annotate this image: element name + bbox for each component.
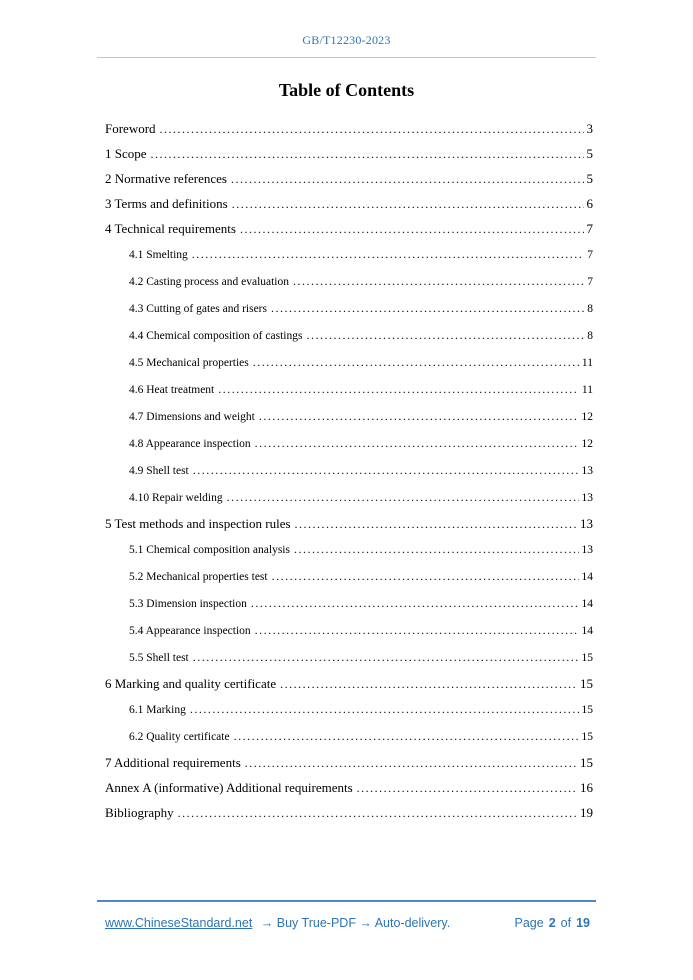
toc-entry-page: 7	[587, 276, 593, 288]
doc-number: GB/T12230-2023	[302, 33, 391, 47]
toc-dot-leader	[160, 116, 584, 142]
toc-entry[interactable]	[105, 644, 593, 671]
footer-of-word: of	[560, 916, 572, 930]
toc-dot-leader	[357, 775, 577, 801]
toc-entry[interactable]	[105, 216, 593, 241]
toc-entry-page: 5	[586, 146, 593, 161]
toc-entry-label: 4.6 Heat treatment	[129, 384, 215, 396]
toc-entry[interactable]	[105, 775, 593, 800]
toc-entry[interactable]	[105, 671, 593, 696]
toc-dot-leader	[193, 644, 579, 672]
toc-entry[interactable]	[105, 403, 593, 430]
toc-entry-label: 5 Test methods and inspection rules	[105, 516, 291, 531]
toc-entry-label: 4.2 Casting process and evaluation	[129, 276, 290, 288]
toc-dot-leader	[295, 511, 577, 537]
toc-dot-leader	[193, 457, 579, 485]
toc-dot-leader	[255, 617, 579, 645]
header-divider	[97, 57, 596, 58]
toc-entry-label: 4.1 Smelting	[129, 249, 188, 261]
toc-dot-leader	[272, 563, 579, 591]
toc-entry-page: 7	[586, 221, 593, 236]
toc-entry[interactable]	[105, 241, 593, 268]
toc-dot-leader	[245, 750, 577, 776]
toc-entry-label: 7 Additional requirements	[105, 755, 241, 770]
toc-entry[interactable]	[105, 141, 593, 166]
toc-dot-leader	[231, 166, 584, 192]
toc-entry-label: 4.3 Cutting of gates and risers	[129, 303, 267, 315]
toc-entry[interactable]	[105, 322, 593, 349]
toc-entry-page: 13	[580, 516, 593, 531]
toc-entry-label: 4.4 Chemical composition of castings	[129, 330, 303, 342]
toc-entry[interactable]	[105, 750, 593, 775]
toc-dot-leader	[240, 216, 584, 242]
toc-list	[105, 116, 593, 825]
toc-dot-leader	[232, 191, 584, 217]
page-title: Table of Contents	[278, 80, 415, 100]
toc-entry-page: 15	[581, 704, 593, 716]
toc-entry-label: 5.1 Chemical composition analysis	[129, 544, 290, 556]
toc-entry[interactable]	[105, 723, 593, 750]
toc-entry-label: Annex A (informative) Additional requirements	[105, 780, 353, 795]
toc-entry-page: 16	[580, 780, 593, 795]
toc-entry-label: 4 Technical requirements	[105, 221, 236, 236]
toc-entry-label: 5.4 Appearance inspection	[129, 625, 251, 637]
toc-dot-leader	[218, 376, 579, 404]
toc-entry-page: 3	[586, 121, 593, 136]
toc-entry-label: 4.10 Repair welding	[129, 492, 223, 504]
toc-entry-label: 1 Scope	[105, 146, 147, 161]
toc-dot-leader	[271, 295, 584, 323]
toc-entry-page: 13	[581, 544, 593, 556]
toc-entry-page: 5	[586, 171, 593, 186]
toc-entry-page: 13	[581, 465, 593, 477]
toc-entry[interactable]	[105, 166, 593, 191]
toc-entry-page: 11	[581, 357, 593, 369]
toc-entry[interactable]	[105, 511, 593, 536]
page-footer	[105, 916, 590, 930]
toc-dot-leader	[251, 590, 579, 618]
toc-entry[interactable]	[105, 349, 593, 376]
toc-entry[interactable]	[105, 696, 593, 723]
toc-dot-leader	[151, 141, 584, 167]
toc-dot-leader	[293, 268, 584, 296]
toc-entry-label: 6 Marking and quality certificate	[105, 676, 277, 691]
footer-page-total: 19	[576, 916, 590, 930]
toc-entry-label: 4.7 Dimensions and weight	[129, 411, 255, 423]
toc-dot-leader	[255, 430, 579, 458]
toc-entry-label: 5.3 Dimension inspection	[129, 598, 247, 610]
toc-dot-leader	[178, 800, 577, 826]
site-link[interactable]: www.ChineseStandard.net	[105, 916, 253, 930]
footer-tagline: → Buy True-PDF → Auto-delivery.	[260, 916, 451, 930]
toc-entry-label: Bibliography	[105, 805, 174, 820]
toc-entry-label: 4.8 Appearance inspection	[129, 438, 251, 450]
toc-entry-page: 15	[581, 652, 593, 664]
toc-entry[interactable]	[105, 116, 593, 141]
toc-entry-label: 6.1 Marking	[129, 704, 186, 716]
toc-entry-page: 14	[581, 625, 593, 637]
toc-entry[interactable]	[105, 430, 593, 457]
toc-entry-label: 4.9 Shell test	[129, 465, 189, 477]
toc-entry-page: 19	[580, 805, 593, 820]
footer-page-word: Page	[514, 916, 544, 930]
footer-left	[105, 916, 450, 930]
toc-dot-leader	[227, 484, 579, 512]
toc-entry[interactable]	[105, 536, 593, 563]
toc-dot-leader	[253, 349, 579, 377]
toc-entry-page: 14	[581, 571, 593, 583]
toc-entry[interactable]	[105, 590, 593, 617]
toc-dot-leader	[294, 536, 579, 564]
footer-page-current: 2	[548, 916, 556, 930]
toc-entry[interactable]	[105, 484, 593, 511]
toc-dot-leader	[234, 723, 579, 751]
page-header	[97, 31, 596, 49]
footer-page-indicator	[515, 916, 591, 930]
toc-entry-page: 12	[581, 411, 593, 423]
toc-entry[interactable]	[105, 191, 593, 216]
toc-entry-page: 8	[587, 303, 593, 315]
toc-entry[interactable]	[105, 617, 593, 644]
toc-entry-page: 12	[581, 438, 593, 450]
toc-entry[interactable]	[105, 457, 593, 484]
toc-entry[interactable]	[105, 295, 593, 322]
toc-entry[interactable]	[105, 376, 593, 403]
toc-entry-label: 6.2 Quality certificate	[129, 731, 230, 743]
toc-entry-page: 13	[581, 492, 593, 504]
toc-entry-page: 14	[581, 598, 593, 610]
toc-entry-label: 5.5 Shell test	[129, 652, 189, 664]
toc-entry-label: 5.2 Mechanical properties test	[129, 571, 268, 583]
toc-dot-leader	[280, 671, 577, 697]
toc-entry-label: 4.5 Mechanical properties	[129, 357, 249, 369]
toc-dot-leader	[192, 241, 584, 269]
toc-entry-label: Foreword	[105, 121, 156, 136]
toc-entry-page: 6	[586, 196, 593, 211]
toc-entry-label: 2 Normative references	[105, 171, 227, 186]
toc-entry-page: 7	[587, 249, 593, 261]
toc-entry-page: 15	[580, 676, 593, 691]
toc-dot-leader	[306, 322, 584, 350]
toc-entry-page: 8	[587, 330, 593, 342]
toc-entry[interactable]	[105, 268, 593, 295]
toc-dot-leader	[190, 696, 579, 724]
toc-dot-leader	[259, 403, 579, 431]
toc-entry-page: 11	[581, 384, 593, 396]
footer-divider	[97, 900, 596, 902]
toc-entry-page: 15	[580, 755, 593, 770]
toc-entry[interactable]	[105, 563, 593, 590]
toc-entry-page: 15	[581, 731, 593, 743]
toc-entry[interactable]	[105, 800, 593, 825]
toc-entry-label: 3 Terms and definitions	[105, 196, 228, 211]
